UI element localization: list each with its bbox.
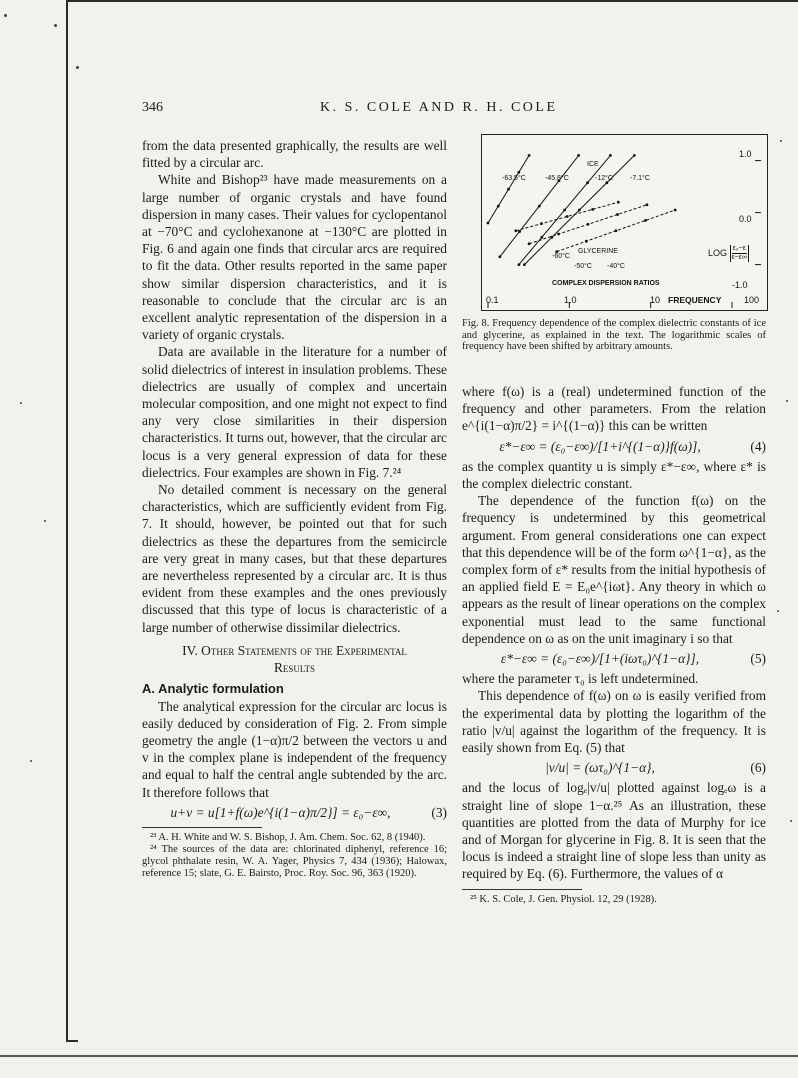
footnotes [142,832,447,880]
data-point [617,201,620,204]
data-point [615,229,618,232]
equation-6 [462,759,766,776]
running-title: K. S. COLE AND R. H. COLE [320,100,558,115]
data-point [540,222,543,225]
paragraph: White and Bishop²³ have made measurements on a large number of organic crystals and have found dispersion in many cases. Their values for cyclopentanol at −70°C and cyclohexanone at −130°C are plotted in Fig. 6 and again one finds that circular arcs are required to fit the data. Other results reported in the same paper show similar dispersion characteristics, and it is reasonable to conclude that the circular arc is an excellent analytic representation of the dispersion in a variety of organic crystals. [142,172,447,343]
series-label: -7.1°C [630,175,650,182]
series-label: -63.5°C [502,175,526,182]
series-label: -12°C [595,175,613,182]
data-point [487,222,490,225]
right-column [462,383,766,906]
scan-speck [76,66,79,69]
data-point [497,205,500,208]
equation-4 [462,438,766,455]
data-point [577,154,580,157]
data-point [507,188,510,191]
footnote: ²³ A. H. White and W. S. Bishop, J. Am. Chem. Soc. 62, 8 (1940). [150,831,426,843]
data-point [514,229,517,232]
data-point [674,209,677,212]
paragraph: where f(ω) is a (real) undetermined function of the frequency and other parameters. From the relation e^{i(1−α)π/2} = i^{(1−α)} this can be written [462,384,766,434]
paragraph: where the parameter τ₀ is left undetermined. [462,671,699,687]
footnote-rule [142,827,262,828]
scan-speck [30,760,32,762]
footnotes [462,894,766,906]
data-point [609,154,612,157]
scan-speck [44,520,46,522]
page-edge-left [66,0,68,1040]
series-label-ice: ICE [587,161,599,168]
paragraph: The analytical expression for the circular arc locus is easily deduced by consideration of Fig. 2. From simple geometry the angle (1−α)π/2 between the vectors u and v in the complex plane is independent of the frequency and equal to half the central angle subtended by the arc. It therefore follows that [142,698,447,800]
scan-speck [780,140,782,142]
data-point [557,233,560,236]
y-tick-label: -1.0 [732,280,748,290]
figure-8-plot [481,134,768,311]
data-point [563,209,566,212]
paragraph: Data are available in the literature for a number of solid dielectrics of interest in insulation problems. These dielectrics are usually of complex and uncertain molecular composition, and one might not expect to find any very close similarities in their dispersion characteristics. It turns out, however, that the circular arc locus is a very general expression of data for these dielectrics. Four examples are shown in Fig. 7.²⁴ [142,344,447,480]
left-column [142,137,447,880]
x-tick-label: 0.1 [486,295,499,305]
page-number: 346 [142,100,163,115]
data-point [518,263,521,266]
data-point [591,208,594,211]
equation-number: (3) [431,804,447,820]
equation-body: u+v = u[1+f(ω)e^{i(1−α)π/2}] = ε₀−ε∞, [170,804,391,820]
equation-number: (5) [750,651,766,667]
x-tick-label: 10 [650,295,661,305]
footnote-rule [462,889,582,890]
series-label: -40°C [607,263,625,270]
data-point [528,242,531,245]
y-axis-ratio-numerator: ε₀−ε [732,245,746,252]
footnote: ²⁵ K. S. Cole, J. Gen. Physiol. 12, 29 (1928). [470,893,657,905]
data-point [566,215,569,218]
equation-number: (4) [750,438,766,454]
scan-speck [786,400,788,402]
data-point [587,223,590,226]
scan-speck [20,402,22,404]
page-header [142,100,772,118]
y-axis-ratio [730,245,749,262]
data-point [644,219,647,222]
data-point [578,209,581,212]
equation-5 [462,650,766,667]
subsection-heading: A. Analytic formulation [142,681,284,697]
x-axis-frequency-label: FREQUENCY [668,295,722,305]
data-point [550,236,553,239]
paragraph: and the locus of logₑ|v/u| plotted against logₑω is a straight line of slope 1−α.²⁵ As an illustration, these quantities are plotted from the data of Murphy for ice and of Morgan for glycerine in Fig. 8. It is seen that the locus is indeed a straight line of slope less than unity as required by Eq. (6). Furthermore, the values of α [462,780,766,882]
section-heading-line: IV. Other Statements of the Experimental [182,642,407,658]
page-edge-corner [66,1040,78,1042]
scan-speck [4,14,7,17]
page-edge-bottom [0,1055,798,1057]
x-tick-label: 100 [744,295,760,305]
equation-number: (6) [750,760,766,776]
y-axis-log-label: LOG [708,247,728,258]
paragraph: The dependence of the function f(ω) on the frequency is undetermined by this geometrical argument. From general considerations one can expect that this dependence will be of the form ω^{1−α}, as the complex form of ε* results from the initial hypothesis of an applied field E = E₀e^{iωt}. Any theory in which ω appears as the result of linear operations on the complex exponential must lead to the same functional dependence on ω as on the unit imaginary i so that [462,493,766,646]
section-heading-line: Results [273,660,316,676]
paragraph: from the data presented graphically, the results are well fitted by a circular arc. [142,138,447,171]
scan-speck [54,24,57,27]
paragraph: This dependence of f(ω) on ω is easily verified from the experimental data by plotting the logarithm of the ratio |v/u| against the logarithm of the frequency. It is easily shown from Eq. (5) that [462,688,766,756]
y-tick-label: 0.0 [739,214,752,224]
data-point [538,205,541,208]
paragraph: No detailed comment is necessary on the general characteristics, which are sufficiently evident from Fig. 7. It should, however, be pointed out that for such dielectrics as these the departures from the semicircle are very great in many cases, but that these departures are nevertheless represented by a circular arc. It is thus evident from these examples and the ones previously discussed that this type of locus is characteristic of a large number of otherwise dissimilar dielectrics. [142,482,447,635]
section-heading [142,642,447,676]
data-point [540,236,543,239]
paragraph: as the complex quantity u is simply ε*−ε∞, where ε* is the complex dielectric constant. [462,458,766,492]
series-label-glycerine: GLYCERINE [578,248,618,255]
data-point [585,240,588,243]
y-axis-ratio-denominator: ε−ε∞ [731,254,747,261]
equation-body: ε*−ε∞ = (ε₀−ε∞)/[1+(iωτ₀)^{1−α}], [500,651,700,667]
equation-body: ε*−ε∞ = (ε₀−ε∞)/[1+i^{(1−α)}f(ω)], [499,438,701,454]
scan-speck [777,610,779,612]
series-label: -50°C [574,263,592,270]
series-label: -60°C [552,253,570,260]
footnote: ²⁴ The sources of the data are: chlorinated diphenyl, reference 16; glycol phthalate resin, W. A. Yager, Physics 7, 434 (1936); Halowax, reference 15; slate, G. E. Bairsto, Proc. Roy. Soc. 96, 363 (1920). [142,843,447,879]
x-axis-title: COMPLEX DISPERSION RATIOS [552,280,660,287]
data-point [523,263,526,266]
data-point [633,154,636,157]
y-axis-title [708,245,749,262]
data-point [616,213,619,216]
series-label: -45.8°C [545,175,569,182]
equation-3 [142,804,447,821]
figure-caption: Fig. 8. Frequency dependence of the complex dielectric constants of ice and glycerine, as explained in the text. The logarithmic scales of frequency have been shifted by arbitrary amounts. [462,318,766,353]
x-tick-label: 1.0 [564,295,577,305]
data-point [586,181,589,184]
y-tick-label: 1.0 [739,149,752,159]
page-edge-top [66,0,798,2]
equation-body: |v/u| = (ωτ₀)^{1−α}, [545,760,655,776]
data-point [498,255,501,258]
data-point [646,203,649,206]
data-point [528,154,531,157]
scan-speck [790,820,792,822]
data-point [517,171,520,174]
